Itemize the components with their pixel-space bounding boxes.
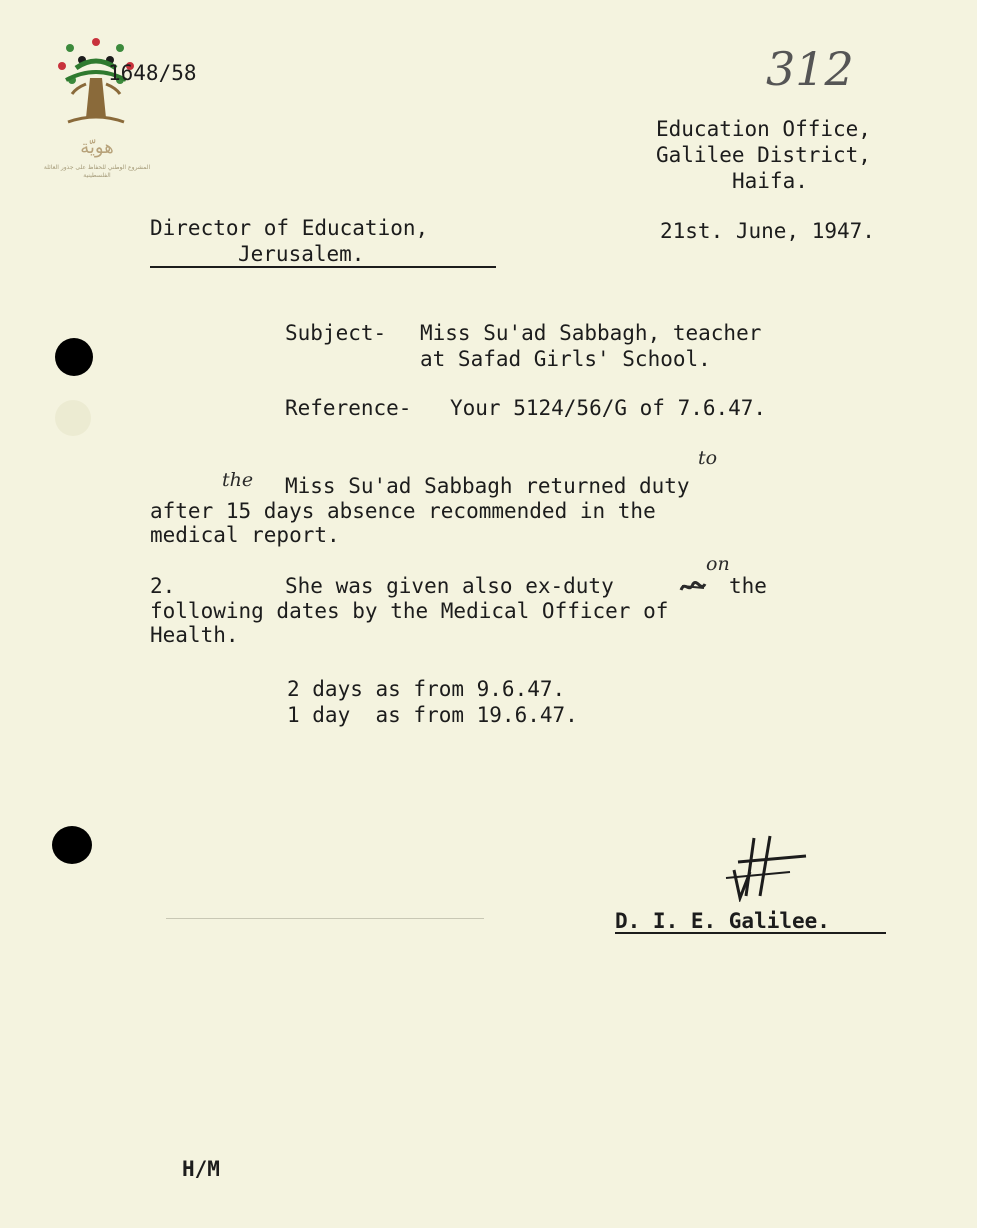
signature-block: D. I. E. Galilee. [615,909,830,933]
handwritten-to: to [698,447,718,469]
subject-label: Subject- [285,321,387,345]
signature [720,832,810,902]
handwritten-on: on [706,553,730,575]
dates-line-2: 1 day as from 19.6.47. [287,703,578,727]
signature-icon [720,832,810,902]
subject-line-1: Miss Su'ad Sabbagh, teacher [420,321,762,345]
scribble-icon [679,578,707,596]
logo-caption: المشروع الوطني للحفاظ على جذور العائلة الفلسطينية [43,164,151,179]
sender-line-1: Education Office, [656,117,871,141]
addressee-line-1: Director of Education, [150,216,429,240]
dates-line-1: 2 days as from 9.6.47. [287,677,566,701]
punch-hole-bottom [52,826,92,864]
sender-line-3: Haifa. [732,169,808,193]
para1-line-3: medical report. [150,523,340,547]
file-number: 1648/58 [108,61,197,85]
folio-number: 312 [766,42,854,96]
para1-line-2: after 15 days absence recommended in the [150,499,656,523]
struck-word [679,577,707,595]
addressee-underline [150,266,496,268]
sender-line-2: Galilee District, [656,143,871,167]
reference-text: Your 5124/56/G of 7.6.47. [450,396,767,420]
addressee-line-2: Jerusalem. [238,242,365,266]
initials: H/M [182,1157,220,1181]
tree-logo-icon [56,38,136,138]
para1-line-1: Miss Su'ad Sabbagh returned duty [285,474,690,498]
para2-line-2: following dates by the Medical Officer of [150,599,669,623]
reference-label: Reference- [285,396,412,420]
left-faint-rule [166,918,484,919]
para2-line-1a: She was given also ex-duty [285,574,614,598]
handwritten-the: the [222,469,254,491]
para2-line-1b: the [729,574,767,598]
para2-number: 2. [150,574,176,598]
signature-underline [615,932,886,934]
punch-hole-faint [55,400,91,436]
letter-date: 21st. June, 1947. [660,219,875,243]
subject-line-2: at Safad Girls' School. [420,347,711,371]
para2-line-3: Health. [150,623,239,647]
punch-hole-top [55,338,93,376]
logo-text: هويّة [80,137,114,158]
